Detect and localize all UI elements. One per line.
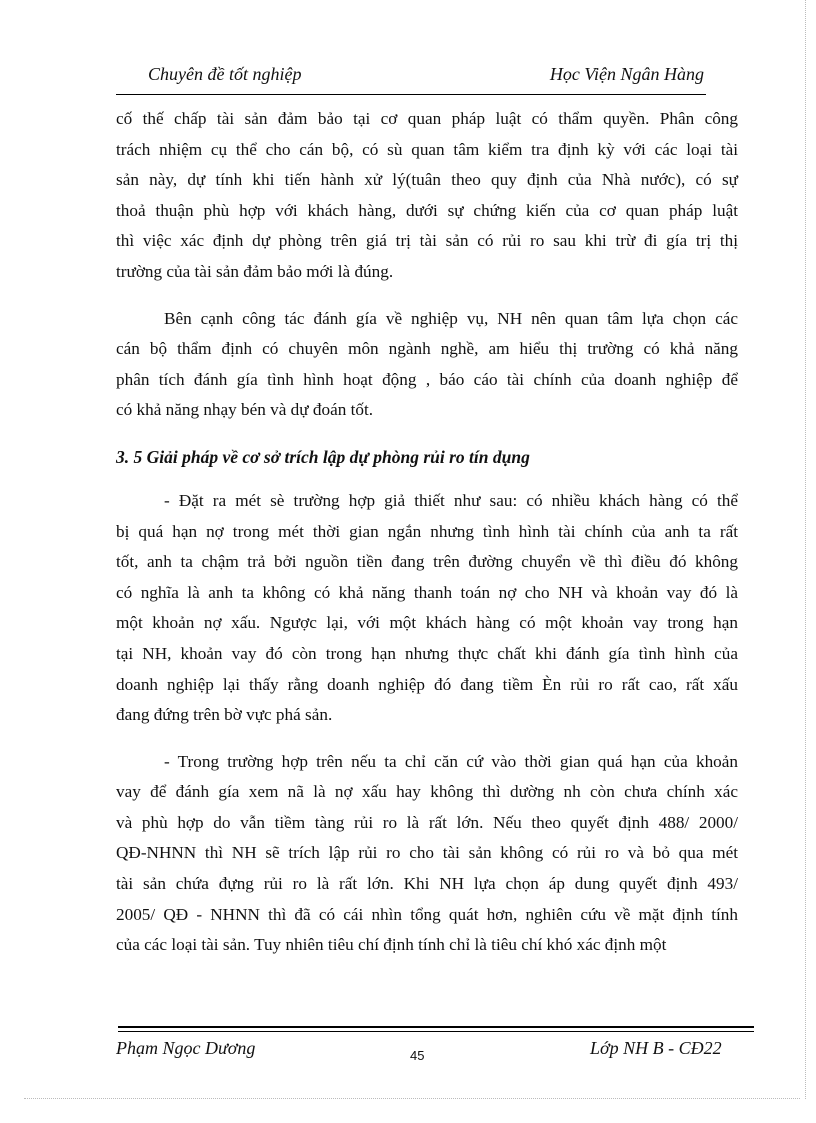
paragraph [116,104,738,288]
text-line: doanh nghiệp lại thấy rằng doanh nghiệp đó đang tiềm Èn rủi ro rất cao, rất xấu [116,674,738,694]
paragraph [116,304,738,426]
paragraph [116,486,738,731]
header-institution: Học Viện Ngân Hàng [549,64,704,84]
footer-author: Phạm Ngọc Dương [116,1038,256,1058]
text-line: vay để đánh gía xem nã là nợ xấu hay không thì dường nh còn chưa chính xác [116,782,738,802]
text-line: đang đứng trên bờ vực phá sản. [116,705,333,725]
page-number: 45 [410,1048,425,1063]
text-line: một khoản nợ xấu. Ngược lại, với một khách hàng có một khoản vay trong hạn [116,613,738,633]
text-line: phân tích đánh gía tình hình hoạt động , báo cáo tài chính của doanh nghiệp để [116,369,738,389]
page-edge-right [805,0,806,1099]
body-section-2 [116,486,738,961]
text-line: tại NH, khoản vay đó còn trong hạn nhưng thực chất khi đánh gía tình hình của [116,643,738,663]
body-section-1 [116,104,738,426]
text-line: cán bộ thẩm định có chuyên môn ngành nghề, am hiểu thị trường có khả năng [116,339,738,359]
section-heading: 3. 5 Giải pháp về cơ sở trích lập dự phòng rủi ro tín dụng [116,446,530,467]
text-line: thoả thuận phù hợp với khách hàng, dưới sự chứng kiến của cơ quan pháp luật [116,200,738,220]
paragraph [116,747,738,961]
text-line: có khả năng nhạy bén và dự đoán tốt. [116,400,374,420]
text-line: thì việc xác định dự phòng trên giá trị tài sản có rủi ro sau khi trừ đi gía trị thị [116,231,738,251]
text-line: sản này, dự tính khi tiến hành xử lý(tuân theo quy định của Nhà nước), có sự [116,170,738,190]
text-line: - Đặt ra mét sè trường hợp giả thiết như sau: có nhiều khách hàng có thể [164,490,738,510]
text-line: QĐ-NHNN thì NH sẽ trích lập rủi ro cho tài sản không có rủi ro và bỏ qua mét [116,843,738,863]
page-header [148,64,704,92]
text-line: 2005/ QĐ - NHNN thì đã có cái nhìn tổng quát hơn, nghiên cứu về mặt định tính [116,904,738,924]
page-body [116,104,738,977]
text-line: Bên cạnh công tác đánh gía về nghiệp vụ, NH nên quan tâm lựa chọn các [164,308,738,328]
footer-divider [118,1026,754,1032]
text-line: tài sản chứa đựng rủi ro là rất lớn. Khi NH lựa chọn áp dung quyết định 493/ [116,874,738,894]
text-line: trường của tài sản đảm bảo mới là đúng. [116,261,394,281]
header-divider [116,94,706,95]
header-document-type: Chuyên đề tốt nghiệp [148,64,302,84]
text-line: cố thế chấp tài sản đảm bảo tại cơ quan pháp luật có thẩm quyền. Phân công [116,109,738,128]
text-line: trách nhiệm cụ thể cho cán bộ, có sù quan tâm kiểm tra định kỳ với các loại tài [116,139,738,159]
text-line: có nghĩa là anh ta không có khả năng thanh toán nợ cho NH và khoản vay đó là [116,582,738,602]
footer-class: Lớp NH B - CĐ22 [590,1038,722,1058]
page-edge-bottom [24,1098,800,1099]
text-line: và phù hợp do vẫn tiềm tàng rủi ro là rất lớn. Nếu theo quyết định 488/ 2000/ [116,812,738,832]
text-line: - Trong trường hợp trên nếu ta chỉ căn cứ vào thời gian quá hạn của khoản [164,751,738,771]
text-line: bị quá hạn nợ trong mét thời gian ngắn nhưng tình hình tài chính của anh ta rất [116,521,738,541]
text-line: của các loại tài sản. Tuy nhiên tiêu chí định tính chỉ là tiêu chí khó xác định một [116,935,667,955]
text-line: tốt, anh ta chậm trả bởi nguồn tiền đang trên đường chuyển về thì điều đó không [116,552,738,572]
